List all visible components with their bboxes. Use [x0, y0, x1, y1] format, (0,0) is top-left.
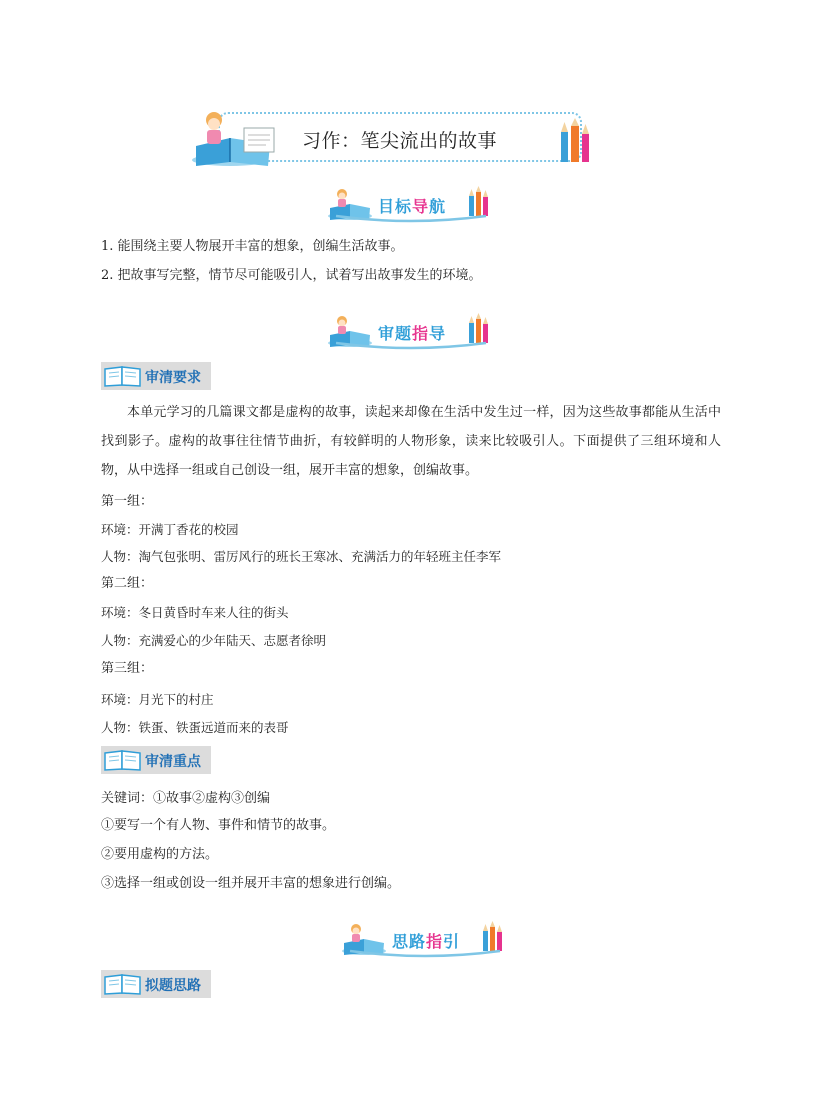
requirements-paragraph: 本单元学习的几篇课文都是虚构的故事，读起来却像在生活中发生过一样，因为这些故事都能从生活中找到影子。虚构的故事往往情节曲折，有较鲜明的人物形象，读来比较吸引人。下面提供了三组环境和人物，从中选择一组或自己创设一组，展开丰富的想象，创编故事。 [101, 405, 721, 478]
girl-reading-icon [190, 108, 285, 168]
section-title-review-b: 指 [412, 324, 430, 343]
focus-point-3: ③选择一组或创设一组并展开丰富的想象进行创编。 [101, 876, 401, 891]
open-book-icon [103, 749, 143, 771]
page-title: 习作：笔尖流出的故事 [302, 130, 498, 152]
group-3-name: 第三组： [101, 661, 154, 676]
subheading-focus-label: 审清重点 [145, 754, 201, 770]
open-book-icon [103, 365, 143, 387]
section-title-idea-a: 思路 [392, 932, 427, 951]
subheading-requirements [101, 362, 211, 390]
group-1-environment: 环境：开满丁香花的校园 [101, 522, 239, 537]
section-banner-review [326, 313, 496, 353]
group-3-environment: 环境：月光下的村庄 [101, 692, 214, 707]
goal-item-1: 1. 能围绕主要人物展开丰富的想象，创编生活故事。 [101, 239, 404, 254]
wave-decoration [326, 339, 496, 351]
goal-item-2: 2. 把故事写完整，情节尽可能吸引人，试着写出故事发生的环境。 [101, 268, 482, 283]
group-2-people: 人物：充满爱心的少年陆天、志愿者徐明 [101, 633, 327, 648]
subheading-idea [101, 970, 211, 998]
title-banner [190, 108, 600, 168]
section-title-goal-a: 目标 [378, 197, 413, 216]
section-title-review-a: 审题 [378, 324, 413, 343]
group-2-name: 第二组： [101, 576, 154, 591]
subheading-focus [101, 746, 211, 774]
focus-point-2: ②要用虚构的方法。 [101, 847, 219, 862]
subheading-requirements-label: 审清要求 [145, 370, 201, 386]
wave-decoration [340, 947, 510, 959]
focus-point-1: ①要写一个有人物、事件和情节的故事。 [101, 818, 336, 833]
section-title-idea-c: 引 [443, 932, 461, 951]
open-book-icon [103, 973, 143, 995]
wave-decoration [326, 212, 496, 224]
group-3-people: 人物：铁蛋、铁蛋远道而来的表哥 [101, 720, 289, 735]
section-banner-goal [326, 186, 496, 226]
section-title-goal-b: 导 [412, 197, 430, 216]
section-title-goal-c: 航 [429, 197, 447, 216]
pencils-icon [555, 118, 595, 163]
group-1-name: 第一组： [101, 494, 154, 509]
section-title-idea-b: 指 [426, 932, 444, 951]
group-2-environment: 环境：冬日黄昏时车来人往的街头 [101, 605, 289, 620]
focus-keywords: 关键词：①故事②虚构③创编 [101, 791, 271, 806]
group-1-people: 人物：淘气包张明、雷厉风行的班长王寒冰、充满活力的年轻班主任李军 [101, 549, 502, 564]
section-banner-idea [340, 921, 510, 961]
subheading-idea-label: 拟题思路 [145, 978, 201, 994]
section-title-review-c: 导 [429, 324, 447, 343]
